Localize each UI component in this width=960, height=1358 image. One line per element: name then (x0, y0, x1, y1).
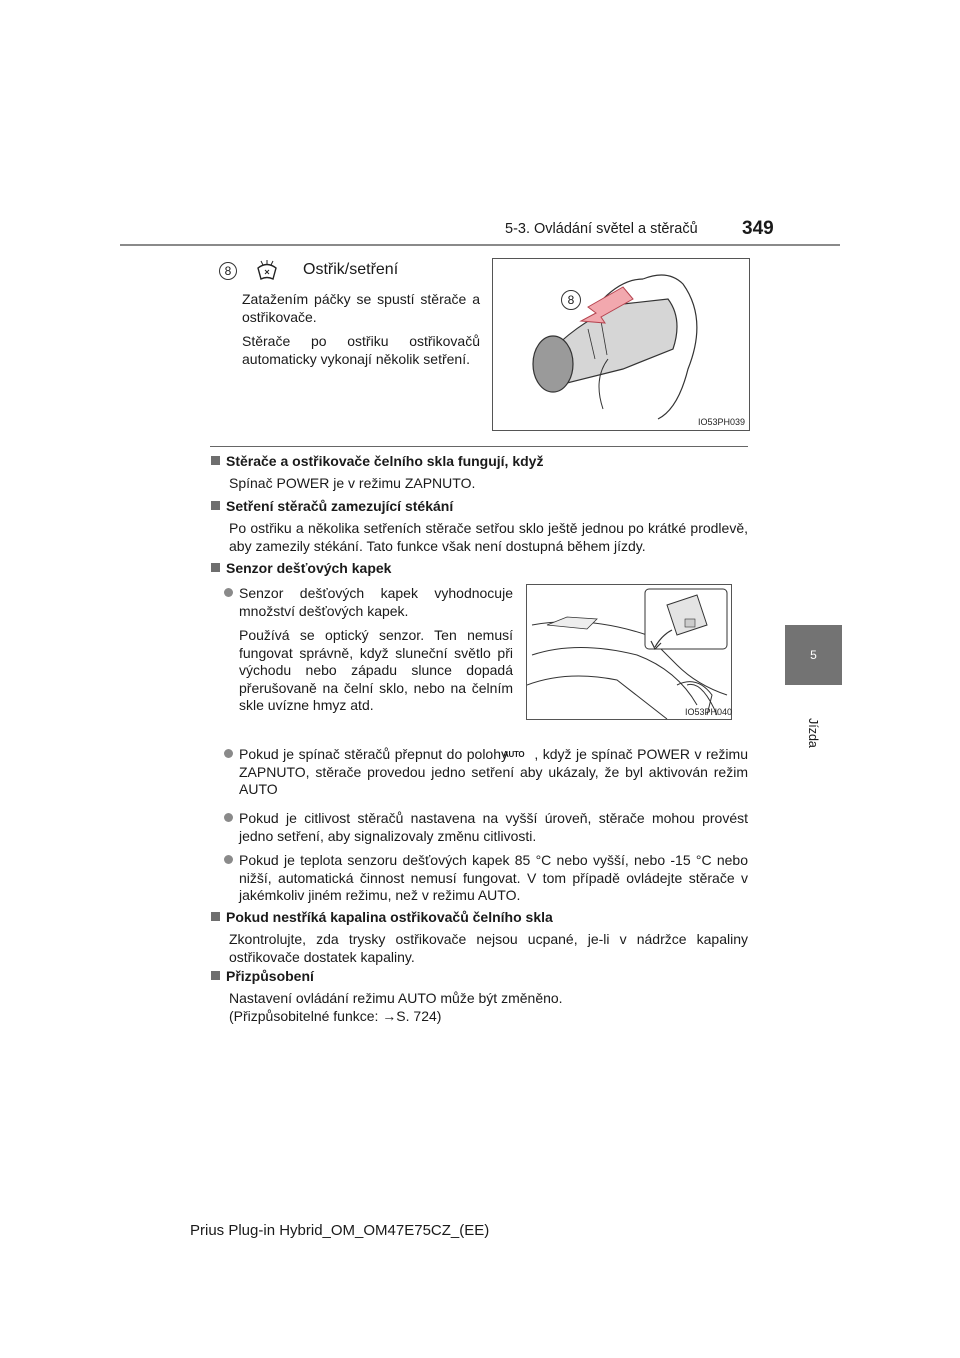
wiper-lever-illustration (493, 259, 749, 430)
item-title: Ostřik/setření (303, 261, 399, 278)
square-bullet-icon (211, 456, 220, 465)
rain-sensor-bullet-2: Pokud je spínač stěračů přepnut do polohyAUTO , když je spínač POWER v režimu ZAPNUTO, stěrače provedou jedno setření aby ukázaly, že byl aktivován režim AUTO (224, 746, 748, 799)
washer-spray-icon (255, 260, 279, 282)
round-bullet-icon (224, 855, 233, 864)
section-heading: Pokud nestříká kapalina ostřikovačů čelního skla (211, 909, 748, 926)
header-divider (120, 244, 840, 246)
section-heading: Stěrače a ostřikovače čelního skla fungují, když (211, 453, 748, 470)
rain-sensor-bullet-4: Pokud je teplota senzoru dešťových kapek 85 °C nebo vyšší, nebo -15 °C nebo nižší, automatická činnost nemusí fungovat. V tom případě ovládejte stěrače v jakémkoliv jiném režimu, než v režimu AUTO. (224, 852, 748, 905)
cross-reference-link[interactable]: (Přizpůsobitelné funkce: →S. 724) (229, 1007, 442, 1024)
figure-code: IO53PH040 (685, 707, 733, 717)
figure-callout: 8 (567, 293, 575, 307)
item-number-badge (219, 262, 237, 280)
section-no-washer-fluid (211, 909, 748, 966)
rain-sensor-detail: Používá se optický senzor. Ten nemusí fungovat správně, když sluneční světlo při východu nebo západu slunce dopadá přerušovaně na čelní sklo, nebo na čelním skle uvízne hmyz atd. (239, 627, 513, 713)
square-bullet-icon (211, 501, 220, 510)
document-footer: Prius Plug-in Hybrid_OM_OM47E75CZ_(EE) (190, 1222, 490, 1239)
round-bullet-icon (224, 588, 233, 597)
section-body: Spínač POWER je v režimu ZAPNUTO. (229, 475, 476, 491)
item-description (242, 291, 480, 368)
section-body: Po ostřiku a několika setřeních stěrače setřou sklo ještě jednou po krátké prodlevě, aby zamezily stékání. Tato funkce však není dostupná během jízdy. (229, 520, 748, 554)
section-title: 5-3. Ovládání světel a stěračů (505, 221, 698, 237)
section-heading: Přizpůsobení (211, 968, 748, 985)
figure-rain-sensor (526, 584, 732, 720)
square-bullet-icon (211, 912, 220, 921)
item-text-1: Zatažením páčky se spustí stěrače a ostřikovače. (242, 291, 480, 325)
item-text-2: Stěrače po ostřiku ostřikovačů automaticky vykonají několik setření. (242, 333, 480, 367)
square-bullet-icon (211, 971, 220, 980)
section-divider (210, 446, 748, 447)
auto-mode-icon: AUTO (503, 750, 525, 759)
section-body: Zkontrolujte, zda trysky ostřikovače nejsou ucpané, je-li v nádržce kapaliny ostřikovače dostatek kapaliny. (229, 931, 748, 965)
section-anti-drip (211, 498, 748, 555)
section-customization (211, 968, 748, 1025)
figure-code: IO53PH039 (697, 417, 745, 427)
section-conditions (211, 453, 748, 493)
chapter-label: Jízda (806, 718, 820, 748)
section-body: Nastavení ovládání režimu AUTO může být změněno. (229, 990, 563, 1006)
round-bullet-icon (224, 749, 233, 758)
section-rain-sensor (211, 560, 748, 577)
car-sensor-illustration (527, 585, 731, 719)
chapter-tab[interactable] (785, 625, 842, 685)
rain-sensor-bullet-1: Senzor dešťových kapek vyhodnocuje množství dešťových kapek. Používá se optický senzor. Ten nemusí fungovat správně, když sluneční světlo při východu nebo západu slunce dopadá přerušovaně na čelní sklo, nebo na čelním skle uvízne hmyz atd. (224, 585, 513, 715)
square-bullet-icon (211, 563, 220, 572)
section-heading: Setření stěračů zamezující stékání (211, 498, 748, 515)
round-bullet-icon (224, 813, 233, 822)
figure-callout-badge (561, 290, 581, 310)
figure-wiper-lever (492, 258, 750, 431)
item-number: 8 (224, 264, 232, 278)
chapter-number: 5 (810, 648, 817, 662)
section-heading: Senzor dešťových kapek (211, 560, 748, 577)
page-number: 349 (742, 218, 774, 239)
rain-sensor-bullet-3: Pokud je citlivost stěračů nastavena na vyšší úroveň, stěrače mohou provést jedno setření, aby signalizovaly změnu citlivosti. (224, 810, 748, 845)
